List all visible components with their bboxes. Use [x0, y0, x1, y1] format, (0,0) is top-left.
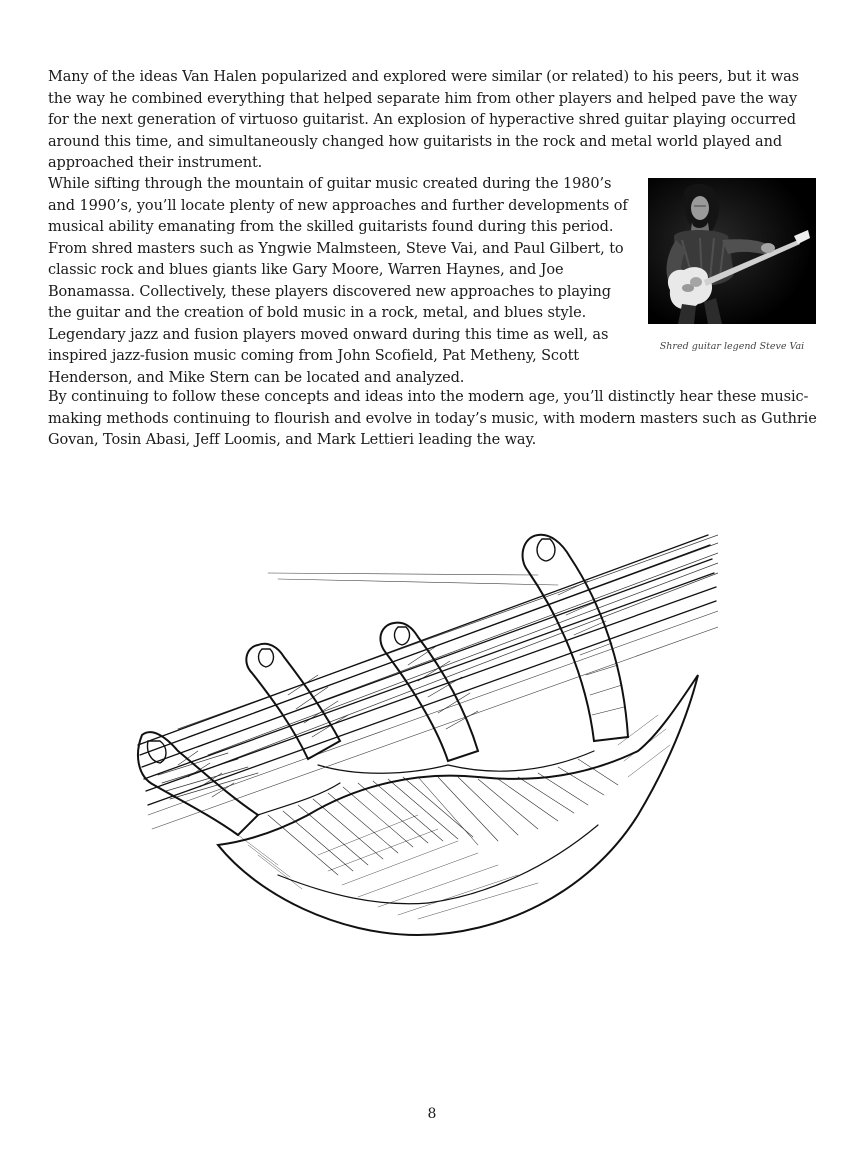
- guitarist-photo: [648, 178, 816, 324]
- body-paragraph-1: Many of the ideas Van Halen popularized and explored were similar (or related) to his peers, but it was the way he combined everything that helped separate him from other players and helped pave the way for the next generation of virtuoso guitarist. An explosion of hyperactive shred guitar playing occurred around this time, and simultaneously changed how guitarists in the rock and metal world played and approached their instrument.: [48, 69, 799, 171]
- photo-caption: Shred guitar legend Steve Vai: [659, 341, 805, 352]
- page-number: 8: [427, 1106, 437, 1122]
- guitar-hand-sketch: [118, 515, 718, 955]
- body-paragraph-2: While sifting through the mountain of guitar music created during the 1980’s and 1990’s, you’ll locate plenty of new approaches and further developments of musical ability emanating from the skilled guitarists found during this period. From shred masters such as Yngwie Malmsteen, Steve Vai, and Paul Gilbert, to classic rock and blues giants like Gary Moore, Warren Haynes, and Joe Bonamassa. Collectively, these players discovered new approaches to playing the guitar and the creation of bold music in a rock, metal, and blues style. Legendary jazz and fusion players moved onward during this time as well, as inspired jazz-fusion music coming from John Scofield, Pat Metheny, Scott Henderson, and Mike Stern can be located and analyzed.: [48, 176, 628, 386]
- body-paragraph-3: By continuing to follow these concepts and ideas into the modern age, you’ll distinctly hear these music-making methods continuing to flourish and evolve in today’s music, with modern masters such as Guthrie Govan, Tosin Abasi, Jeff Loomis, and Mark Lettieri leading the way.: [48, 389, 817, 448]
